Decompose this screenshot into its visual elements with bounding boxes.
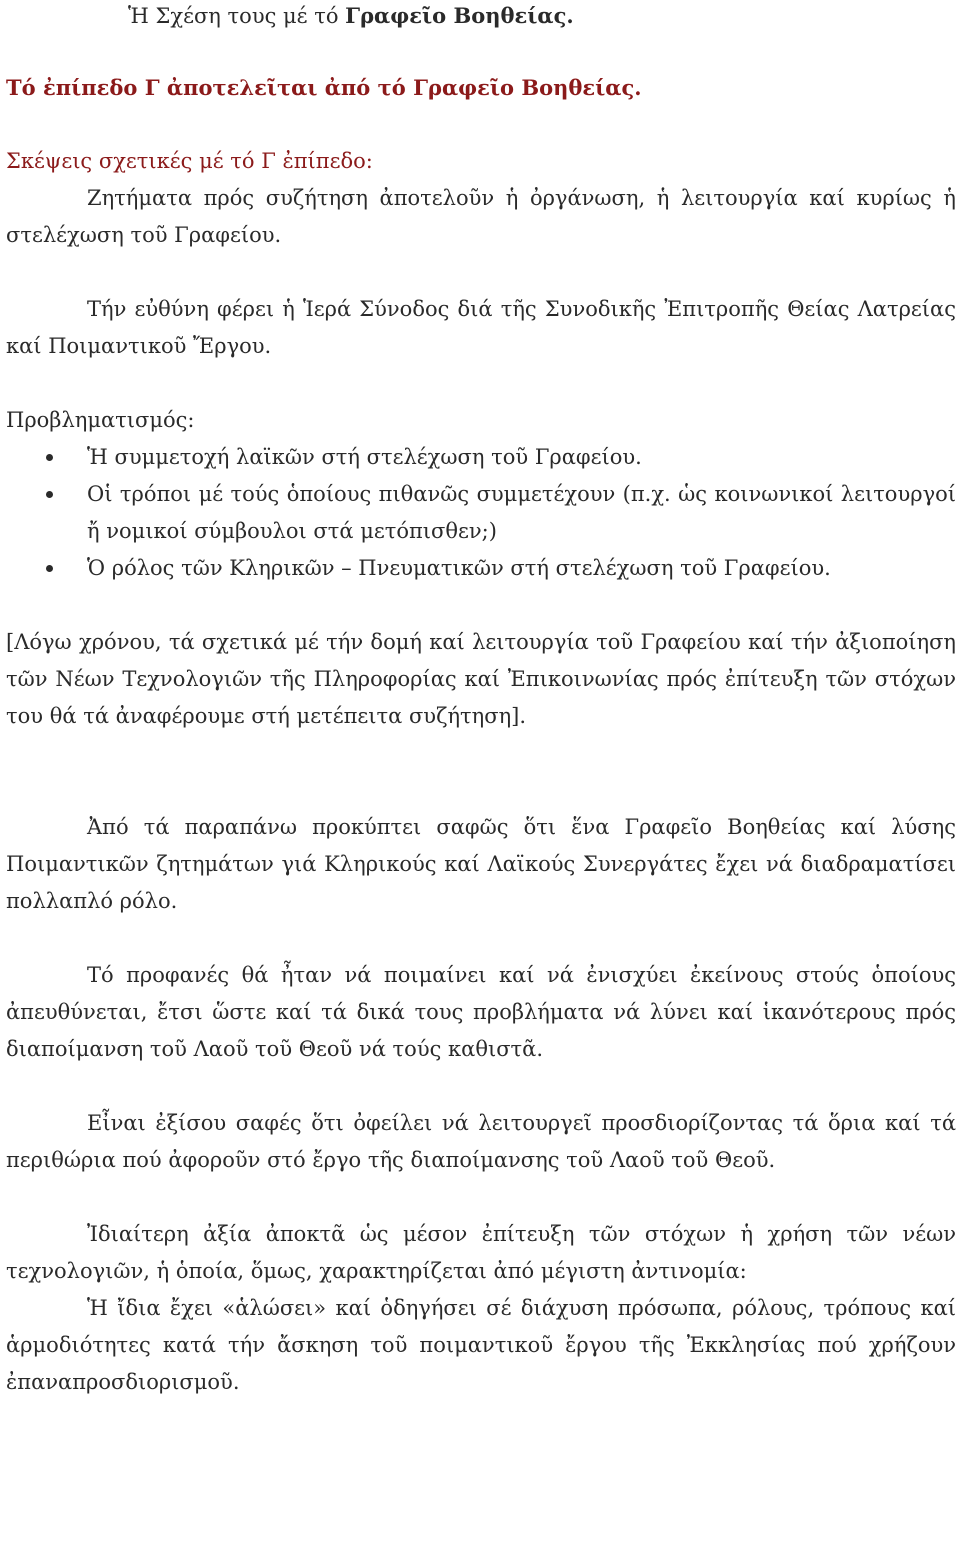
list-item: Ἡ συμμετοχή λαϊκῶν στή στελέχωση τοῦ Γραφείου. (6, 439, 956, 476)
thoughts-paragraph: Ζητήματα πρός συζήτηση ἀποτελοῦν ἡ ὀργάνωση, ἡ λειτουργία καί κυρίως ἡ στελέχωση τοῦ Γραφείου. (6, 186, 956, 247)
list-item: Οἱ τρόποι μέ τούς ὁποίους πιθανῶς συμμετέχουν (π.χ. ὡς κοινωνικοί λειτουργοί ἤ νομικοί σύμβουλοι στά μετόπισθεν;) (6, 476, 956, 550)
limits-paragraph: Εἶναι ἐξίσου σαφές ὅτι ὀφείλει νά λειτουργεῖ προσδιορίζοντας τά ὅρια καί τά περιθώρια πού ἀφοροῦν στό ἔργο τῆς διαποίμανσης τοῦ Λαοῦ τοῦ Θεοῦ. (6, 1111, 956, 1172)
time-note-paragraph: [Λόγω χρόνου, τά σχετικά μέ τήν δομή καί λειτουργία τοῦ Γραφείου καί τήν ἀξιοποίηση τῶν Νέων Τεχνολογιῶν τῆς Πληροφορίας καί Ἐπικοινωνίας πρός ἐπίτευξη τῶν στόχων του θά τά ἀναφέρουμε στή μετέπειτα συζήτηση]. (6, 630, 956, 728)
relation-heading-text: Ἡ Σχέση τους μέ τό (128, 4, 346, 28)
responsibility-paragraph: Τήν εὐθύνη φέρει ἡ Ἱερά Σύνοδος διά τῆς Συνοδικῆς Ἐπιτροπῆς Θείας Λατρείας καί Ποιμαντικοῦ Ἔργου. (6, 297, 956, 358)
obvious-paragraph: Τό προφανές θά ἦταν νά ποιμαίνει καί νά ἐνισχύει ἐκείνους στούς ὁποίους ἀπευθύνεται, ἔτσι ὥστε καί τά δικά τους προβλήματα νά λύνει καί ἱκανότερους πρός διαποίμανση τοῦ Λαοῦ τοῦ Θεοῦ νά τούς καθιστᾶ. (6, 963, 956, 1061)
technology-paragraph: Ἰδιαίτερη ἀξία ἀποκτᾶ ὡς μέσον ἐπίτευξη τῶν στόχων ἡ χρήση τῶν νέων τεχνολογιῶν, ἡ ὁποία, ὅμως, χαρακτηρίζεται ἀπό μέγιστη ἀντινομία: (6, 1222, 956, 1283)
role-paragraph: Ἀπό τά παραπάνω προκύπτει σαφῶς ὅτι ἕνα Γραφεῖο Βοηθείας καί λύσης Ποιμαντικῶν ζητημάτων γιά Κληρικούς καί Λαϊκούς Συνεργάτες ἔχει νά διαδραματίσει πολλαπλό ρόλο. (6, 815, 956, 913)
technology-paragraph-continued: Ἡ ἴδια ἔχει «ἁλώσει» καί ὁδηγήσει σέ διάχυση πρόσωπα, ρόλους, τρόπους καί ἁρμοδιότητες κατά τήν ἄσκηση τοῦ ποιμαντικοῦ ἔργου τῆς Ἐκκλησίας πού χρήζουν ἐπαναπροσδιορισμοῦ. (6, 1296, 956, 1394)
relation-heading-bold: Γραφεῖο Βοηθείας. (345, 3, 574, 28)
relation-heading (6, 0, 956, 35)
thoughts-heading: Σκέψεις σχετικές μέ τό Γ ἐπίπεδο: (6, 149, 373, 173)
document-page (6, 0, 956, 1401)
problem-heading: Προβληματισμός: (6, 408, 195, 432)
level-c-title: Τό ἐπίπεδο Γ ἀποτελεῖται ἀπό τό Γραφεῖο Βοηθείας. (6, 75, 642, 100)
list-item: Ὁ ρόλος τῶν Κληρικῶν – Πνευματικῶν στή στελέχωση τοῦ Γραφείου. (6, 550, 956, 587)
problem-list (6, 439, 956, 587)
